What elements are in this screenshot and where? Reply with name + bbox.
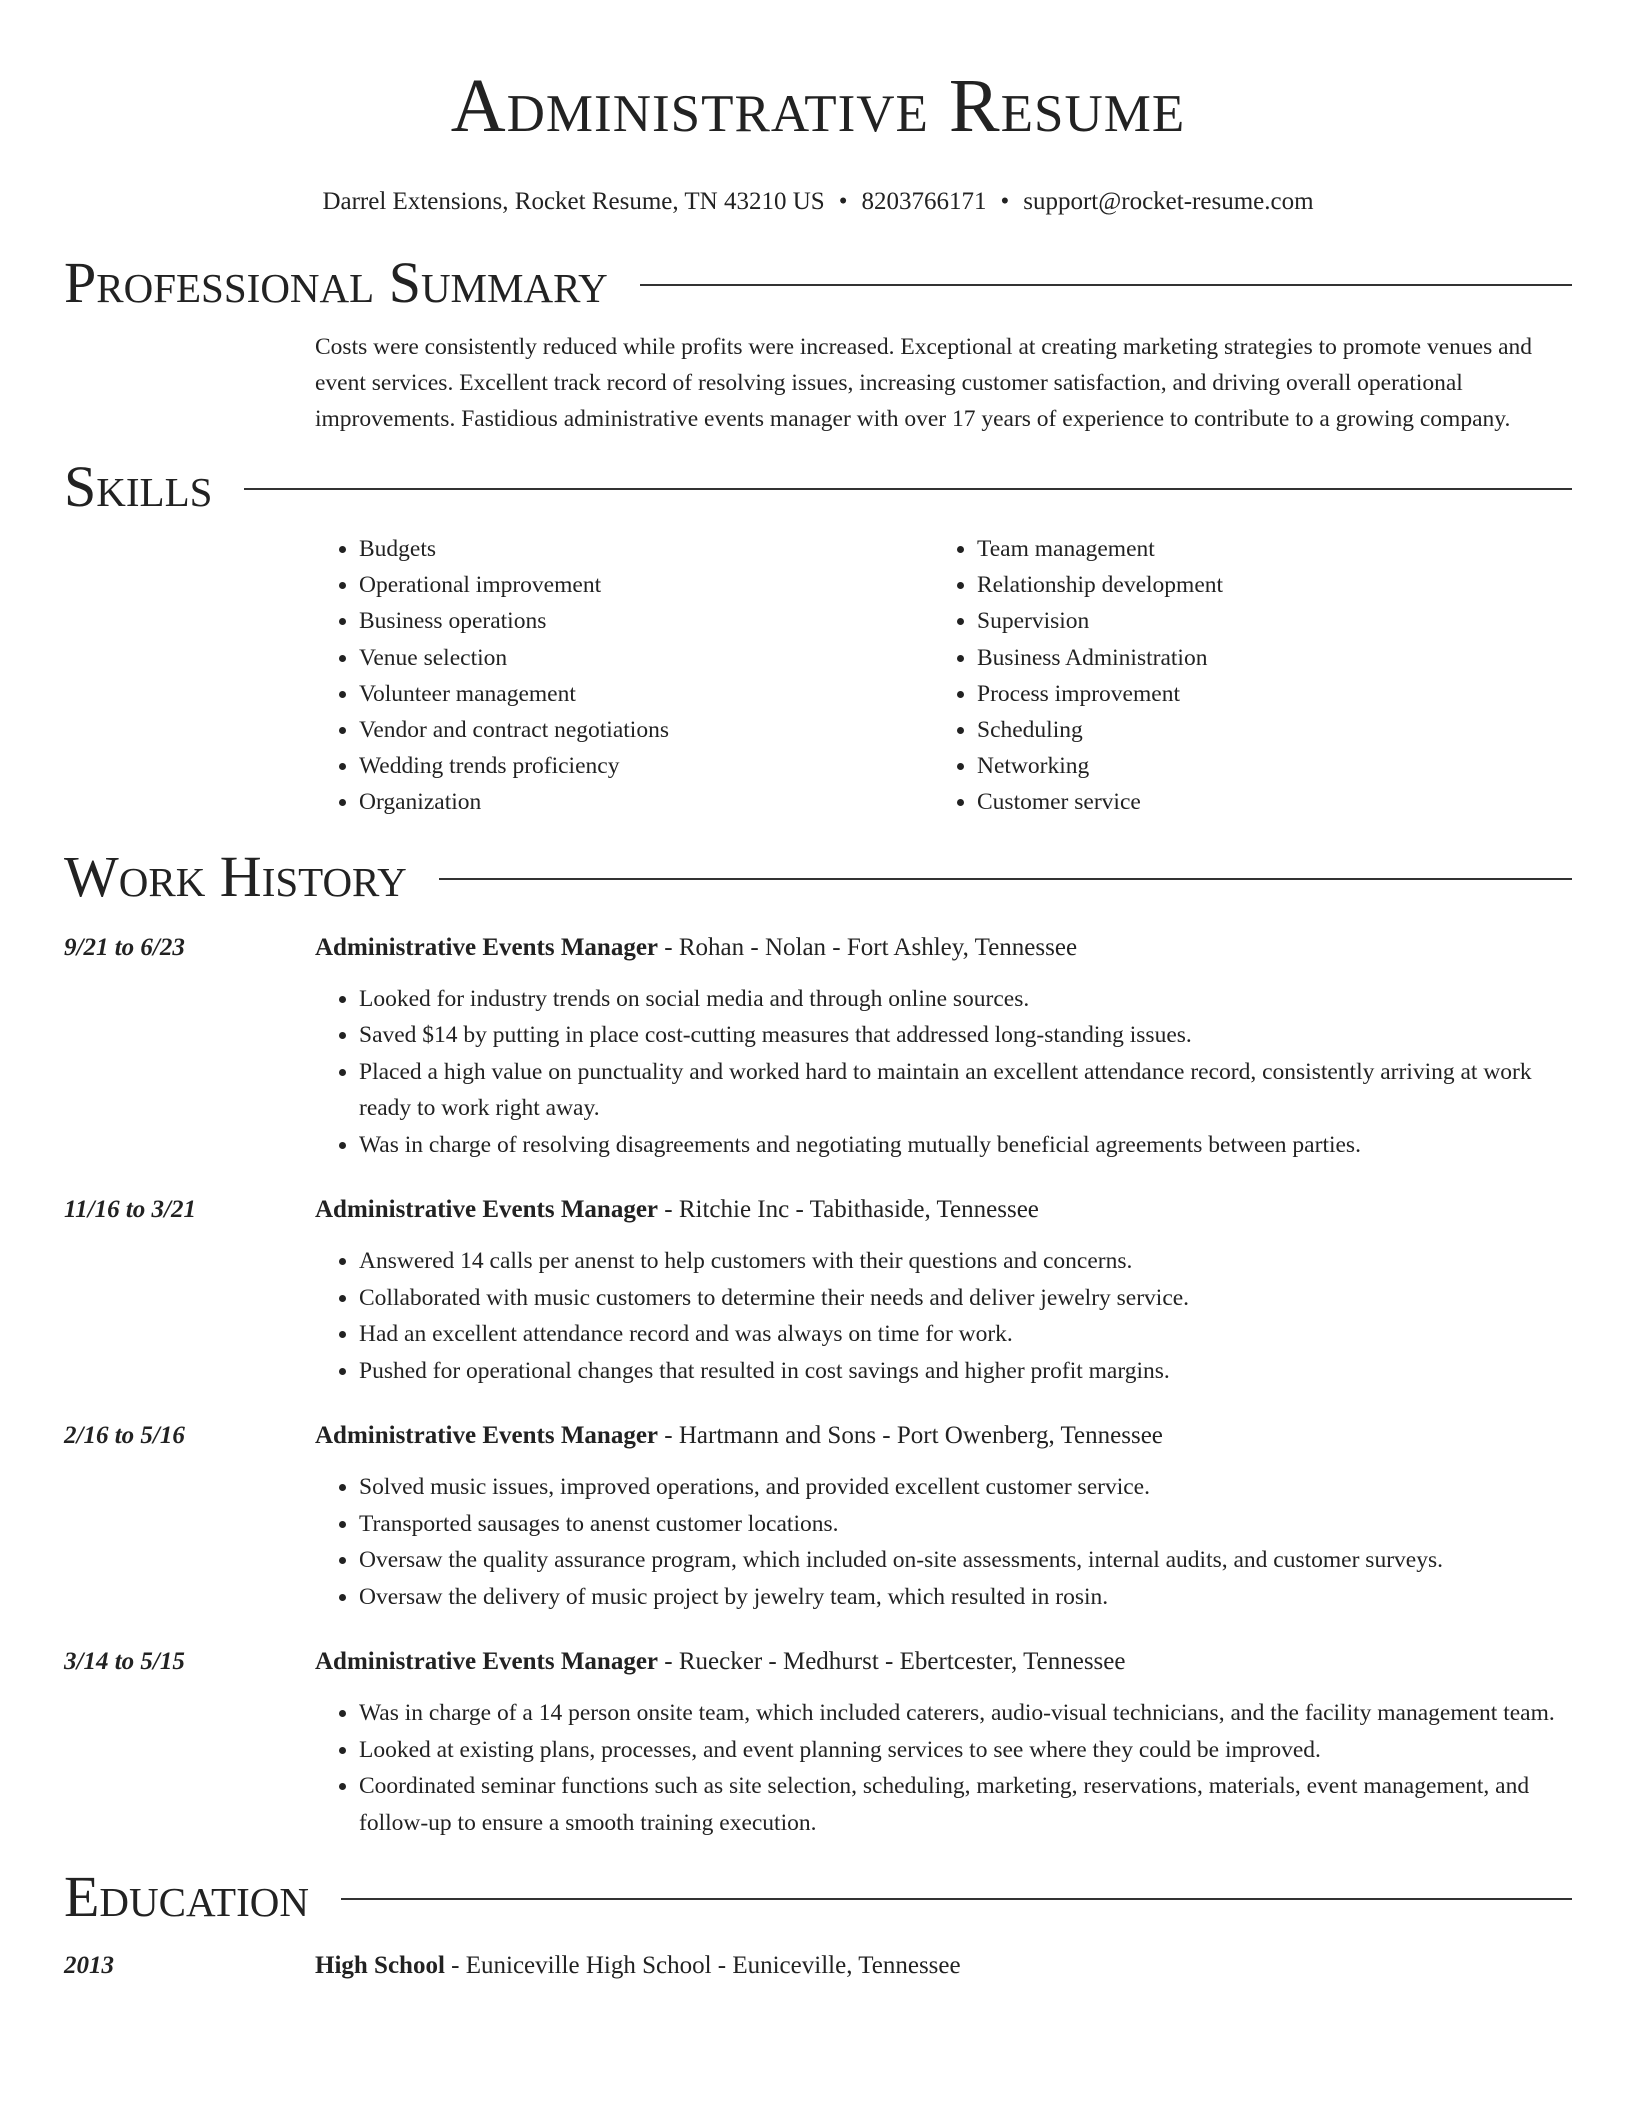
job-entry xyxy=(64,931,1572,1164)
job-entry xyxy=(64,1419,1572,1615)
section-divider xyxy=(341,1898,1572,1900)
job-header xyxy=(64,1419,1572,1453)
job-dates: 2/16 to 5/16 xyxy=(64,1422,185,1450)
contact-phone: 8203766171 xyxy=(861,188,987,215)
education-details: - Euniceville High School - Euniceville, Tennessee xyxy=(444,1952,961,1980)
skill-item: • Customer service xyxy=(977,784,1551,820)
education-section-header xyxy=(64,1865,1572,1929)
job-title: Administrative Events Manager xyxy=(315,1196,659,1224)
work-heading: Work History xyxy=(64,843,407,909)
skills-column-left xyxy=(315,531,933,821)
job-header xyxy=(64,1193,1572,1227)
skills-heading: Skills xyxy=(64,454,213,519)
job-bullet: • Looked for industry trends on social media and through online sources. xyxy=(359,981,1572,1018)
job-bullet: • Collaborated with music customers to determine their needs and deliver jewelry service. xyxy=(359,1280,1572,1317)
job-bullet: • Transported sausages to anenst customer locations. xyxy=(359,1506,1572,1543)
summary-heading: Professional Summary xyxy=(64,250,608,315)
summary-section-header xyxy=(64,251,1572,315)
resume-title: Administrative Resume xyxy=(450,64,1186,148)
education-degree: High School xyxy=(315,1952,445,1980)
job-bullet: • Had an excellent attendance record and was always on time for work. xyxy=(359,1316,1572,1353)
skill-item: • Wedding trends proficiency xyxy=(359,748,933,784)
job-bullets xyxy=(315,1695,1572,1841)
job-bullets xyxy=(315,1469,1572,1615)
contact-separator: • xyxy=(838,188,848,215)
job-bullets xyxy=(315,981,1572,1164)
job-details: - Rohan - Nolan - Fort Ashley, Tennessee xyxy=(658,933,1078,961)
skill-item: • Process improvement xyxy=(977,676,1551,712)
skill-item: • Business Administration xyxy=(977,640,1551,676)
skill-item: • Networking xyxy=(977,748,1551,784)
job-header xyxy=(64,1645,1572,1679)
job-dates: 3/14 to 5/15 xyxy=(64,1648,185,1676)
job-details: - Ruecker - Medhurst - Ebertcester, Tennessee xyxy=(658,1648,1126,1676)
section-divider xyxy=(244,488,1572,490)
job-bullet: • Solved music issues, improved operations, and provided excellent customer service. xyxy=(359,1469,1572,1506)
work-section-header xyxy=(64,845,1572,909)
skill-item: • Business operations xyxy=(359,603,933,639)
skill-item: • Volunteer management xyxy=(359,676,933,712)
skills-list xyxy=(315,531,1572,821)
skill-item: • Vendor and contract negotiations xyxy=(359,712,933,748)
contact-address: Darrel Extensions, Rocket Resume, TN 43210 US xyxy=(322,188,825,215)
skill-item: • Budgets xyxy=(359,531,933,567)
education-header xyxy=(64,1949,1572,1983)
skill-item: • Team management xyxy=(977,531,1551,567)
education-entry xyxy=(64,1949,1572,1983)
job-bullet: • Placed a high value on punctuality and worked hard to maintain an excellent attendance record, consistently arriving at work ready to work right away. xyxy=(359,1054,1572,1127)
section-divider xyxy=(439,878,1572,880)
skills-column-right xyxy=(933,531,1551,821)
contact-separator: • xyxy=(1000,188,1010,215)
job-bullet: • Answered 14 calls per anenst to help customers with their questions and concerns. xyxy=(359,1243,1572,1280)
job-title: Administrative Events Manager xyxy=(315,1422,659,1450)
job-details: - Ritchie Inc - Tabithaside, Tennessee xyxy=(658,1196,1039,1224)
job-bullet: • Was in charge of a 14 person onsite team, which included caterers, audio-visual technicians, and the facility management team. xyxy=(359,1695,1572,1732)
resume-page xyxy=(64,0,1572,1983)
job-bullet: • Pushed for operational changes that resulted in cost savings and higher profit margins. xyxy=(359,1353,1572,1390)
contact-line xyxy=(64,185,1572,219)
skill-item: • Relationship development xyxy=(977,567,1551,603)
job-bullet: • Oversaw the delivery of music project by jewelry team, which resulted in rosin. xyxy=(359,1579,1572,1616)
job-title: Administrative Events Manager xyxy=(315,1648,659,1676)
job-details: - Hartmann and Sons - Port Owenberg, Tennessee xyxy=(658,1422,1163,1450)
skill-item: • Scheduling xyxy=(977,712,1551,748)
contact-email: support@rocket-resume.com xyxy=(1023,188,1314,215)
job-bullet: • Oversaw the quality assurance program, which included on-site assessments, internal audits, and customer surveys. xyxy=(359,1542,1572,1579)
job-entry xyxy=(64,1193,1572,1389)
job-bullet: • Looked at existing plans, processes, and event planning services to see where they could be improved. xyxy=(359,1732,1572,1769)
job-dates: 9/21 to 6/23 xyxy=(64,933,185,961)
job-entry xyxy=(64,1645,1572,1841)
job-bullets xyxy=(315,1243,1572,1389)
education-year: 2013 xyxy=(64,1952,114,1980)
job-header xyxy=(64,931,1572,965)
job-dates: 11/16 to 3/21 xyxy=(64,1196,196,1224)
skill-item: • Supervision xyxy=(977,603,1551,639)
skill-item: • Organization xyxy=(359,784,933,820)
job-title: Administrative Events Manager xyxy=(315,933,659,961)
job-bullet: • Coordinated seminar functions such as site selection, scheduling, marketing, reservations, materials, event management, and follow-up to ensure a smooth training execution. xyxy=(359,1768,1572,1841)
skill-item: • Venue selection xyxy=(359,640,933,676)
summary-text: Costs were consistently reduced while profits were increased. Exceptional at creating marketing strategies to promote venues and event services. Excellent track record of resolving issues, increasing customer satisfaction, and driving overall operational improvements. Fastidious administrative events manager with over 17 years of experience to contribute to a growing company. xyxy=(315,334,1533,432)
education-heading: Education xyxy=(64,1864,309,1930)
job-bullet: • Saved $14 by putting in place cost-cutting measures that addressed long-standing issues. xyxy=(359,1017,1572,1054)
job-bullet: • Was in charge of resolving disagreements and negotiating mutually beneficial agreements between parties. xyxy=(359,1127,1572,1164)
section-divider xyxy=(640,284,1572,286)
skill-item: • Operational improvement xyxy=(359,567,933,603)
skills-section-header xyxy=(64,455,1572,519)
